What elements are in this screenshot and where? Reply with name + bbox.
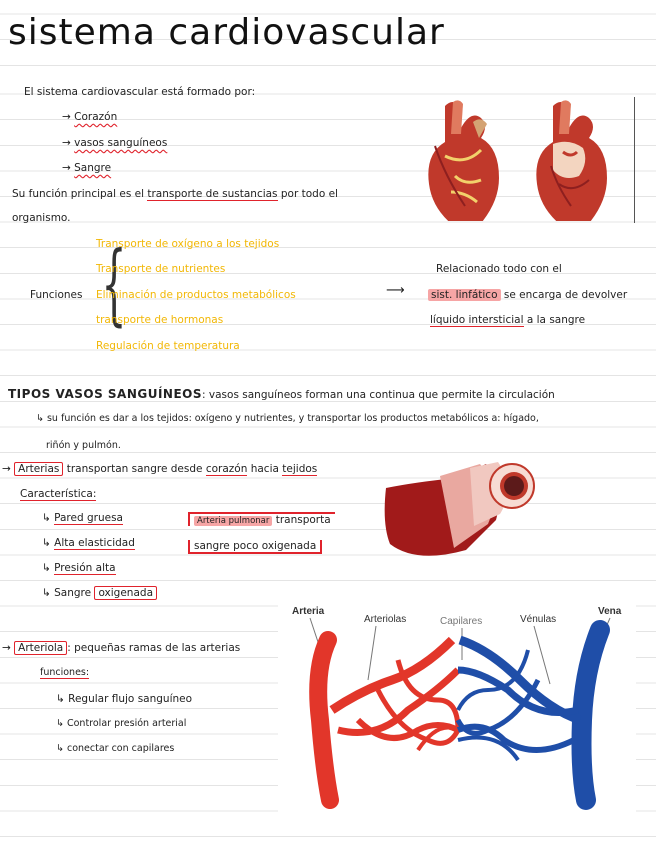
label-vena: Vena xyxy=(598,606,622,617)
arteriola-item-3: ↳ conectar con capilares xyxy=(56,743,175,754)
pulmonar-note-2: sangre poco oxigenada xyxy=(188,540,322,554)
funcion-item-1: Transporte de oxígeno a los tejidos xyxy=(96,238,280,250)
arteria-item-1: ↳ Pared gruesa xyxy=(42,512,123,524)
arteriolas-func-label: funciones: xyxy=(40,667,90,678)
funcion-item-3: Eliminación de productos metabólicos xyxy=(96,289,296,301)
funciones-note-1: Relacionado todo con el xyxy=(436,263,562,275)
arterias-caract: Característica: xyxy=(20,488,97,500)
intro-lead: El sistema cardiovascular está formado por: xyxy=(24,86,256,98)
arteria-item-3: ↳ Presión alta xyxy=(42,562,116,574)
arterias-line: → Arterias transportan sangre desde corazón hacia tejidos xyxy=(2,463,318,475)
intro-function-end: organismo. xyxy=(12,212,71,224)
intro-item-corazon: → Corazón xyxy=(62,111,118,123)
vessel-network-image xyxy=(278,600,636,820)
intro-item-vasos: → vasos sanguíneos xyxy=(62,137,168,149)
label-arteria: Arteria xyxy=(292,606,325,617)
arteriolas-line: → Arteriola : pequeñas ramas de las arterias xyxy=(2,642,241,654)
label-arteriolas: Arteriolas xyxy=(364,614,407,625)
arteria-item-2: ↳ Alta elasticidad xyxy=(42,537,135,549)
funcion-item-4: transporte de hormonas xyxy=(96,314,224,326)
tipos-header: TIPOS VASOS SANGUÍNEOS: vasos sanguíneos forman una continua que permite la circulación xyxy=(8,387,555,401)
funcion-item-2: Transporte de nutrientes xyxy=(96,263,226,275)
tipos-func-line2: riñón y pulmón. xyxy=(46,440,121,451)
divider-line xyxy=(634,97,635,223)
intro-function: Su función principal es el transporte de sustancias por todo el xyxy=(12,188,338,200)
funciones-label: Funciones xyxy=(30,289,83,301)
page-title: sistema cardiovascular xyxy=(8,12,445,53)
arteria-item-4: ↳ Sangre oxigenada xyxy=(42,587,157,599)
funcion-item-5: Regulación de temperatura xyxy=(96,340,240,352)
label-venulas: Vénulas xyxy=(520,614,557,625)
pulmonar-note-1: Arteria pulmonar transporta xyxy=(188,512,335,526)
funciones-note-3: líquido intersticial a la sangre xyxy=(430,314,586,326)
intro-item-sangre: → Sangre xyxy=(62,162,112,174)
heart-interior-image xyxy=(523,96,618,221)
long-arrow-icon: ⟶ xyxy=(386,283,405,298)
artery-section-image xyxy=(380,458,540,566)
arteriola-item-2: ↳ Controlar presión arterial xyxy=(56,718,187,729)
arteriola-item-1: ↳ Regular flujo sanguíneo xyxy=(56,693,193,705)
heart-exterior-image xyxy=(415,96,510,221)
label-capilares: Capilares xyxy=(440,616,483,627)
tipos-func-line1: ↳ su función es dar a los tejidos: oxígeno y nutrientes, y transportar los productos metabólicos a: hígado, xyxy=(36,413,539,424)
funciones-note-2: sist. linfático se encarga de devolver xyxy=(428,289,627,301)
brace-icon: { xyxy=(101,232,127,335)
